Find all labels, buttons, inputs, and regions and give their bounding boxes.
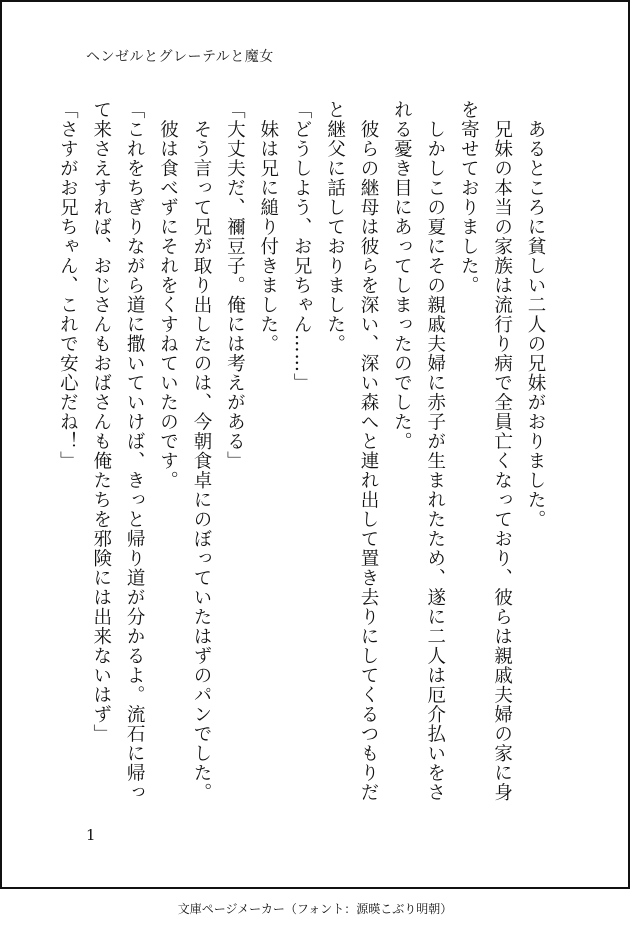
text-line: て来さえすれば、おじさんもおばさんも俺たちを邪険には出来ないはず」 [90, 100, 112, 744]
text-line: 「大丈夫だ、禰豆子。俺には考えがある」 [224, 100, 246, 471]
running-title: ヘンゼルとグレーテルと魔女 [86, 49, 274, 65]
text-line: 「これをちぎりながら道に撒いていけば、きっと帰り道が分かるよ。流石に帰っ [124, 100, 146, 802]
text-line: れる憂き目にあってしまったのでした。 [391, 100, 413, 451]
text-line: 兄妹の本当の家族は流行り病で全員亡くなっており、彼らは親戚夫婦の家に身 [491, 100, 513, 802]
page-number: 1 [86, 826, 96, 844]
text-line: 「さすがお兄ちゃん、これで安心だね！」 [57, 100, 79, 471]
text-line: を寄せておりました。 [458, 100, 480, 295]
text-line: あるところに貧しい二人の兄妹がおりました。 [525, 100, 546, 529]
text-line: 「どうしよう、お兄ちゃん……」 [291, 100, 313, 393]
body-text [57, 100, 552, 802]
text-line: しかしこの夏にその親戚夫婦に赤子が生まれたため、遂に二人は厄介払いをさ [424, 100, 446, 802]
text-line: と継父に話しておりました。 [324, 100, 346, 354]
footer-credit: 文庫ページメーカー（フォント：源暎こぶり明朝） [177, 902, 453, 916]
text-line: 妹は兄に縋り付きました。 [257, 100, 279, 354]
text-line: そう言って兄が取り出したのは、今朝食卓にのぼっていたはずのパンでした。 [190, 100, 212, 802]
text-line: 彼らの継母は彼らを深い、深い森へと連れ出して置き去りにしてくるつもりだ [357, 100, 379, 802]
text-line: 彼は食べずにそれをくすねていたのです。 [157, 100, 179, 490]
